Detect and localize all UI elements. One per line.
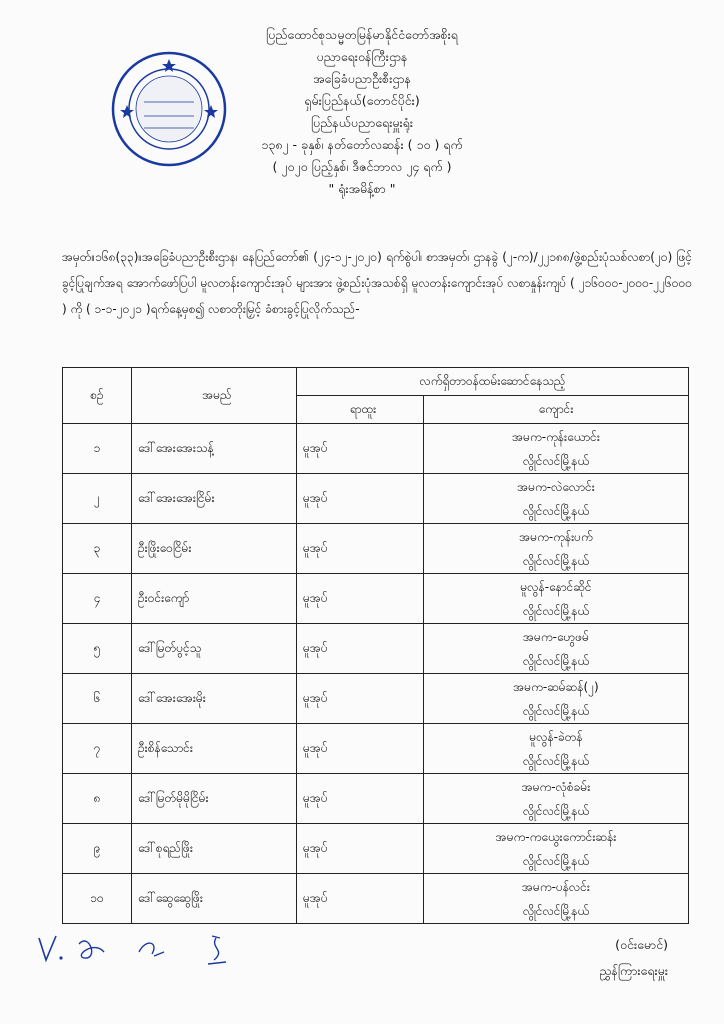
- cell-school: [424, 524, 689, 574]
- table-row: [63, 774, 689, 824]
- table-row: [63, 674, 689, 724]
- township-name: လွိုင်လင်မြို့နယ်: [522, 703, 590, 718]
- cell-position: မူအုပ်: [297, 574, 424, 624]
- cell-school: [424, 424, 689, 474]
- table-row: [63, 624, 689, 674]
- official-seal-icon: [110, 50, 228, 168]
- table-row: [63, 724, 689, 774]
- township-name: လွိုင်လင်မြို့နယ်: [522, 603, 590, 618]
- cell-position: မူအုပ်: [297, 424, 424, 474]
- staff-table: [62, 367, 689, 924]
- cell-name: ဒေါ်မြတ်မိုမိုငြိမ်း: [132, 774, 297, 824]
- cell-school: [424, 874, 689, 924]
- table-row: [63, 874, 689, 924]
- cell-school: [424, 624, 689, 674]
- col-header-current-duty: လက်ရှိတာဝန်ထမ်းဆောင်နေသည့်: [297, 368, 689, 396]
- school-name: အမက-ဆမ်ဆန်(၂): [513, 679, 599, 694]
- cell-name: ဒေါ်စုရည်ဖြိုး: [132, 824, 297, 874]
- school-name: အမက-ကုန်းယောင်း: [512, 429, 600, 444]
- school-name: အမက-ပန်လင်း: [522, 879, 590, 894]
- school-name: အမက-လဲလောင်း: [517, 479, 595, 494]
- table-row: [63, 524, 689, 574]
- cell-no: ၉: [63, 824, 132, 874]
- col-header-no: စဉ်: [63, 368, 132, 424]
- cell-no: ၂: [63, 474, 132, 524]
- cell-name: ဒေါ်အေးအေးမိုး: [132, 674, 297, 724]
- signatory-name: (ဝင်းမောင်): [615, 937, 668, 952]
- cell-name: ဦးစိန်သောင်း: [132, 724, 297, 774]
- initials-signatures: [34, 930, 264, 970]
- header-line-department: အခြေခံပညာဦးစီးဌာန: [313, 71, 411, 86]
- header-line-government: ပြည်ထောင်စုသမ္မတမြန်မာနိုင်ငံတော်အစိုးရ: [266, 27, 458, 42]
- cell-no: ၄: [63, 574, 132, 624]
- header-line-ministry: ပညာရေးဝန်ကြီးဌာန: [316, 49, 408, 64]
- table-row: [63, 474, 689, 524]
- header-line-order-title: " ရုံးအမိန့်စာ ": [328, 181, 396, 196]
- cell-position: မူအုပ်: [297, 474, 424, 524]
- township-name: လွိုင်လင်မြို့နယ်: [522, 653, 590, 668]
- signatory-title: ညွှန်ကြားရေးမှူး: [599, 963, 668, 978]
- school-name: မူလွန်-ခဲတန်: [529, 729, 583, 744]
- table-row: [63, 824, 689, 874]
- cell-no: ၃: [63, 524, 132, 574]
- school-name: အမက-ကယွေးကောင်းဆန်း: [495, 829, 617, 844]
- cell-no: ၁: [63, 424, 132, 474]
- table-row: [63, 424, 689, 474]
- cell-position: မူအုပ်: [297, 674, 424, 724]
- cell-name: ဦးဝင်းကျော်: [132, 574, 297, 624]
- school-name: မူလွန်-နောင်ဆိုင်: [520, 579, 592, 594]
- cell-name: ဒေါ်အေးအေးသန့်: [132, 424, 297, 474]
- township-name: လွိုင်လင်မြို့နယ်: [522, 553, 590, 568]
- table-body: [63, 424, 689, 924]
- cell-position: မူအုပ်: [297, 774, 424, 824]
- school-name: အမက-ကုန်းပက်: [519, 529, 593, 544]
- document-header: [0, 24, 724, 200]
- order-paragraph: အမှတ်။၁၆၈(၃၃)။အခြေခံပညာဦးစီးဌာန၊ နေပြည်တော်၏ (၂၄-၁၂-၂၀၂၀) ရက်စွဲပါ၊ စာအမှတ်၊ ဌာနခွဲ (၂-က)/၂၂၁၈၈/ဖွဲ့စည်းပုံသစ်လစာ(၂၀) ဖြင့် ခွင့်ပြုချက်အရ အောက်ဖော်ပြပါ မူလတန်းကျောင်းအုပ် များအား ဖွဲ့စည်းပုံအသစ်ရှိ မူလတန်းကျောင်းအုပ် လစာနှုန်းကျပ် ( ၂၁၆၀၀၀-၂၀၀၀-၂၂၆၀၀၀ ) ကို ( ၁-၁-၂၀၂၁ )ရက်နေ့မှစ၍ လစာတိုးမြှင့် ခံစားခွင့်ပြုလိုက်သည်-: [62, 250, 692, 316]
- table-row: [63, 574, 689, 624]
- township-name: လွိုင်လင်မြို့နယ်: [522, 453, 590, 468]
- cell-school: [424, 774, 689, 824]
- cell-position: မူအုပ်: [297, 724, 424, 774]
- cell-position: မူအုပ်: [297, 524, 424, 574]
- cell-name: ဦးဖြိုးဝေငြိမ်း: [132, 524, 297, 574]
- cell-no: ၅: [63, 624, 132, 674]
- cell-no: ၇: [63, 724, 132, 774]
- cell-no: ၆: [63, 674, 132, 724]
- cell-no: ၈: [63, 774, 132, 824]
- col-header-school: ကျောင်း: [424, 396, 689, 424]
- township-name: လွိုင်လင်မြို့နယ်: [522, 753, 590, 768]
- header-line-office: ပြည်နယ်ပညာရေးမှူးရုံး: [310, 115, 414, 130]
- cell-school: [424, 824, 689, 874]
- signature-block: [599, 932, 668, 984]
- header-line-region: ရှမ်းပြည်နယ်(တောင်ပိုင်း): [304, 93, 420, 108]
- cell-position: မူအုပ်: [297, 824, 424, 874]
- cell-school: [424, 724, 689, 774]
- cell-name: ဒေါ်ဆွေဆွေဖြိုး: [132, 874, 297, 924]
- school-name: အမက-လုံစံခမ်း: [521, 779, 591, 794]
- header-line-myanmar-date: ၁၃၈၂ - ခုနှစ်၊ နတ်တော်လဆန်း ( ၁၀ ) ရက်: [261, 137, 463, 152]
- school-name: အမက-ဟွေဖမ်: [523, 629, 589, 644]
- township-name: လွိုင်လင်မြို့နယ်: [522, 853, 590, 868]
- cell-school: [424, 674, 689, 724]
- cell-position: မူအုပ်: [297, 874, 424, 924]
- col-header-name: အမည်: [132, 368, 297, 424]
- township-name: လွိုင်လင်မြို့နယ်: [522, 903, 590, 918]
- header-line-gregorian-date: ( ၂၀၂၀ ပြည့်နှစ်၊ ဒီဇင်ဘာလ ၂၄ ရက် ): [272, 159, 452, 174]
- col-header-position: ရာထူး: [297, 396, 424, 424]
- township-name: လွိုင်လင်မြို့နယ်: [522, 803, 590, 818]
- cell-name: ဒေါ်မြတ်ပွင့်သူ: [132, 624, 297, 674]
- township-name: လွိုင်လင်မြို့နယ်: [522, 503, 590, 518]
- cell-no: ၁၀: [63, 874, 132, 924]
- cell-school: [424, 474, 689, 524]
- cell-name: ဒေါ်အေးအေးငြိမ်း: [132, 474, 297, 524]
- cell-school: [424, 574, 689, 624]
- cell-position: မူအုပ်: [297, 624, 424, 674]
